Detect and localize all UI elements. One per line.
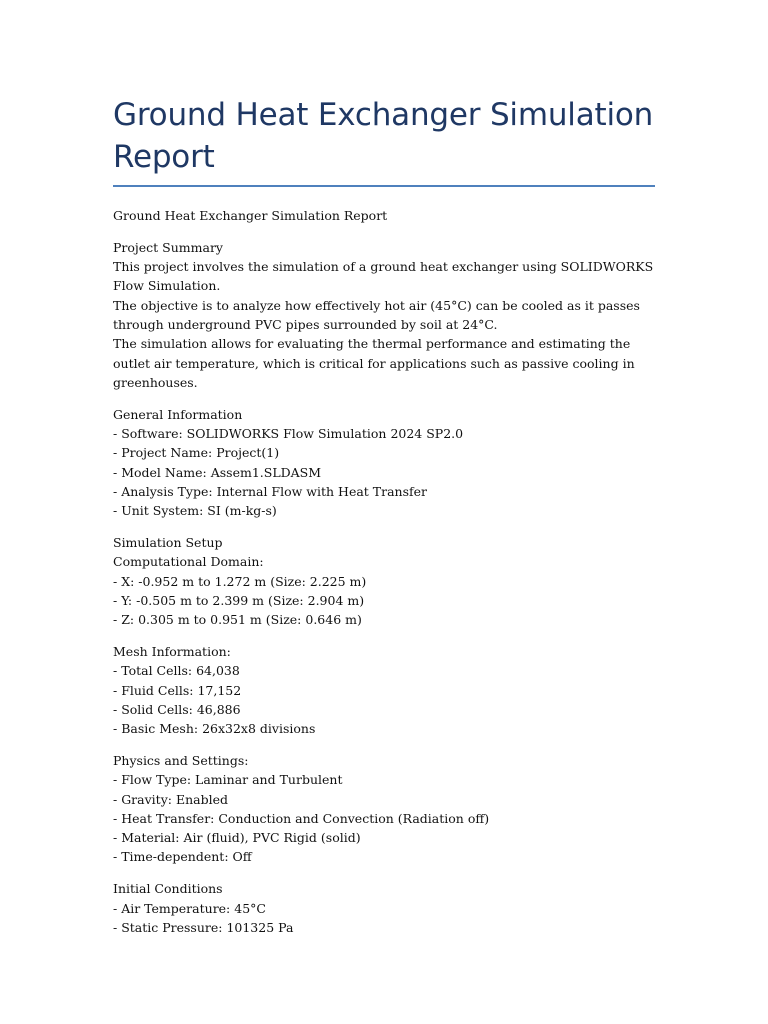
list-item: - Analysis Type: Internal Flow with Heat Transfer [113, 483, 428, 499]
list-item: - Basic Mesh: 26x32x8 divisions [113, 721, 316, 737]
initial-conditions-section [113, 879, 655, 937]
computational-domain-subheading: Computational Domain: [113, 554, 264, 570]
list-item: - Fluid Cells: 17,152 [113, 682, 242, 698]
list-item: - Software: SOLIDWORKS Flow Simulation 2024 SP2.0 [113, 425, 464, 441]
list-item: - Heat Transfer: Conduction and Convection (Radiation off) [113, 810, 490, 826]
intro-text: Ground Heat Exchanger Simulation Report [113, 208, 388, 223]
initial-conditions-heading: Initial Conditions [113, 881, 223, 897]
physics-settings-heading: Physics and Settings: [113, 752, 249, 768]
general-information-heading: General Information [113, 406, 243, 422]
mesh-information-section [113, 642, 655, 738]
project-summary-section [113, 238, 655, 392]
list-item: - Total Cells: 64,038 [113, 663, 240, 679]
simulation-setup-section [113, 533, 655, 629]
physics-settings-section [113, 751, 655, 867]
mesh-information-heading: Mesh Information: [113, 643, 231, 659]
intro-line [113, 206, 655, 225]
list-item: - Unit System: SI (m-kg-s) [113, 503, 277, 519]
document-title: Ground Heat Exchanger Simulation Report [113, 94, 655, 187]
list-item: - Y: -0.505 m to 2.399 m (Size: 2.904 m) [113, 592, 365, 608]
project-summary-heading: Project Summary [113, 239, 223, 255]
list-item: - Model Name: Assem1.SLDASM [113, 464, 322, 480]
list-item: - Z: 0.305 m to 0.951 m (Size: 0.646 m) [113, 612, 362, 628]
list-item: - Gravity: Enabled [113, 791, 228, 807]
general-information-section [113, 405, 655, 521]
project-summary-paragraph: The objective is to analyze how effectively hot air (45°C) can be cooled as it passes through underground PVC pipes surrounded by soil at 24°C. [113, 297, 640, 332]
document-page [113, 94, 655, 937]
list-item: - Solid Cells: 46,886 [113, 701, 241, 717]
list-item: - Flow Type: Laminar and Turbulent [113, 772, 343, 788]
list-item: - Static Pressure: 101325 Pa [113, 919, 294, 935]
list-item: - X: -0.952 m to 1.272 m (Size: 2.225 m) [113, 573, 367, 589]
project-summary-paragraph: The simulation allows for evaluating the thermal performance and estimating the outlet air temperature, which is critical for applications such as passive cooling in greenhouses. [113, 336, 635, 390]
list-item: - Time-dependent: Off [113, 849, 252, 865]
list-item: - Material: Air (fluid), PVC Rigid (solid) [113, 830, 361, 846]
list-item: - Air Temperature: 45°C [113, 900, 266, 916]
project-summary-paragraph: This project involves the simulation of a ground heat exchanger using SOLIDWORKS Flow Simulation. [113, 259, 654, 294]
list-item: - Project Name: Project(1) [113, 445, 280, 461]
simulation-setup-heading: Simulation Setup [113, 534, 223, 550]
